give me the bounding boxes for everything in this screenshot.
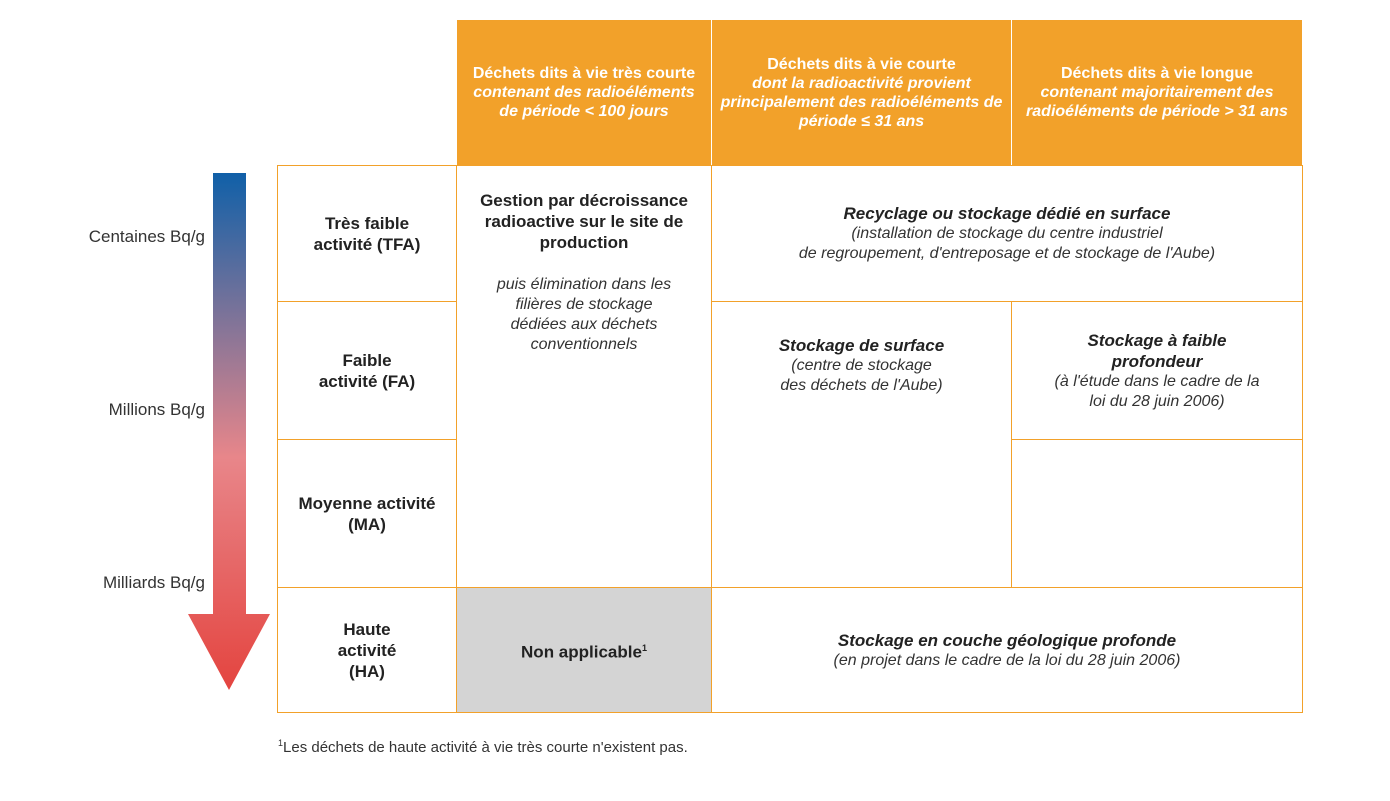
row-label-fa: Faible activité (FA): [318, 350, 416, 391]
header-long-life: [1012, 20, 1302, 165]
header-bold: Déchets dits à vie longue: [1060, 65, 1254, 82]
decay-management-title: Gestion par décroissance radioactive sur le site de production: [480, 191, 688, 252]
footnote: $^1$Les déchets de haute activité à vie très courte n'existent pas.: [278, 738, 688, 756]
row-label-ma: Moyenne activité (MA): [298, 493, 436, 534]
header-italic: contenant majoritairement des radioéléments de période > 31 ans: [1026, 84, 1288, 120]
cell-recycling: [712, 166, 1302, 301]
row-label-tfa: Très faible activité (TFA): [313, 213, 421, 254]
cell-shallow-storage: [1012, 302, 1302, 439]
header-italic: dont la radioactivité provient principalement des radioéléments de période ≤ 31 ans: [720, 74, 1003, 130]
recycling-sub1: (installation de stockage du centre industriel: [851, 225, 1163, 242]
header-very-short-life: [457, 20, 711, 165]
deep-geological-sub: (en projet dans le cadre de la loi du 28 juin 2006): [833, 651, 1181, 669]
header-short-life: [712, 20, 1011, 165]
not-applicable-text: Non applicable$^1$: [521, 642, 647, 662]
surface-storage-sub: (centre de stockage des déchets de l'Aube): [780, 357, 943, 394]
header-bold: Déchets dits à vie très courte: [472, 65, 696, 82]
header-italic: contenant des radioéléments de période < 100 jours: [473, 84, 695, 120]
surface-storage-title: Stockage de surface: [778, 336, 945, 355]
header-bold: Déchets dits à vie courte: [767, 55, 956, 73]
cell-not-applicable: [457, 588, 711, 712]
scale-label-billions: Milliards Bq/g: [102, 573, 205, 592]
scale-label-millions: Millions Bq/g: [108, 400, 205, 419]
shallow-storage-title: Stockage à faible profondeur: [1087, 330, 1227, 371]
shallow-storage-sub: (à l'étude dans le cadre de la loi du 28 juin 2006): [1054, 372, 1260, 410]
deep-geological-title: Stockage en couche géologique profonde: [837, 630, 1177, 650]
cell-deep-geological: [712, 588, 1302, 712]
activity-arrow: [0, 0, 300, 720]
decay-management-sub: puis élimination dans les filières de stockage dédiées aux déchets conventionnels: [496, 276, 672, 353]
cell-decay-management: [457, 166, 711, 587]
cell-surface-storage: [712, 302, 1011, 587]
scale-label-hundreds: Centaines Bq/g: [88, 227, 205, 246]
recycling-title: Recyclage ou stockage dédié en surface: [843, 204, 1171, 223]
row-label-ha: Haute activité (HA): [337, 619, 397, 681]
recycling-sub2: de regroupement, d'entreposage et de stockage de l'Aube): [798, 245, 1216, 262]
